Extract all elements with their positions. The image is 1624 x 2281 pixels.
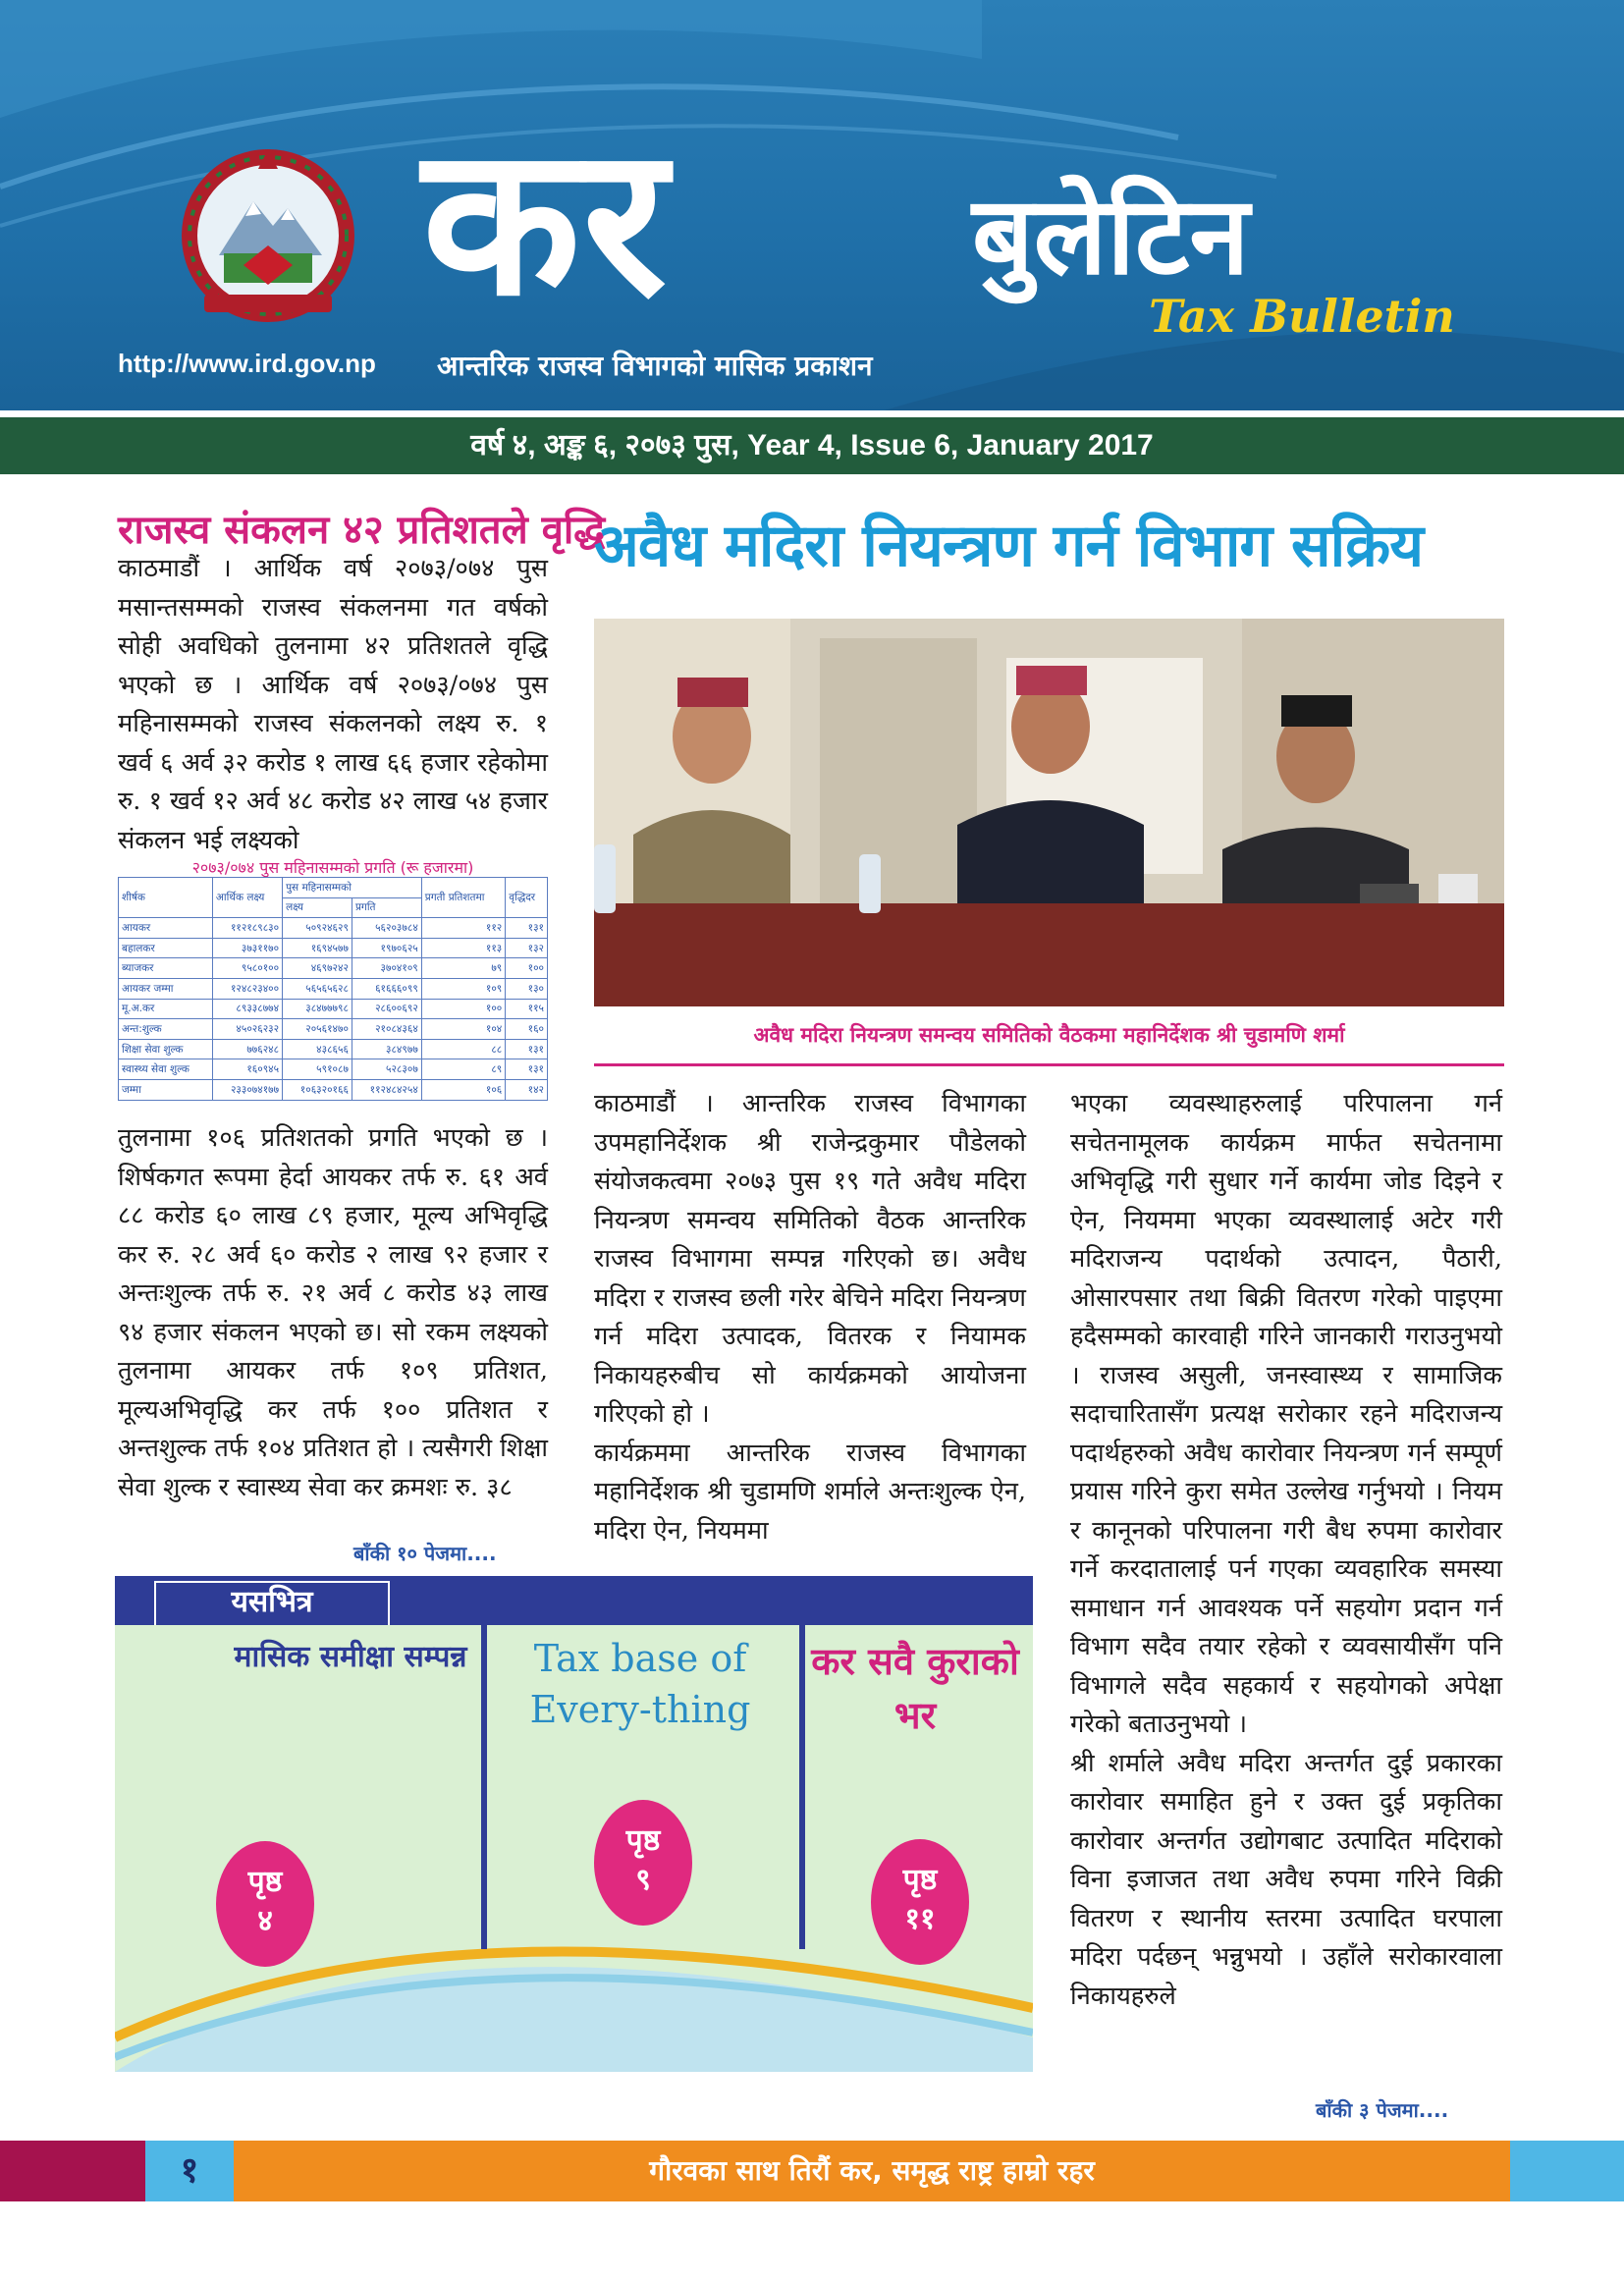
table-header-annual-target: आर्थिक लक्ष्य: [212, 878, 282, 918]
table-cell-value: ११२: [421, 918, 505, 939]
table-cell-value: २८६००६९२: [352, 999, 421, 1019]
table-cell-label: बहालकर: [119, 938, 213, 958]
table-cell-value: ११५: [506, 999, 548, 1019]
table-cell-value: १३१: [506, 1059, 548, 1080]
revenue-table-caption: २०७३/०७४ पुस महिनासम्मको प्रगति (रू हजारमा): [191, 858, 474, 877]
table-cell-value: ११३: [421, 938, 505, 958]
table-cell-value: ७७६२४८: [212, 1039, 282, 1059]
inside-box-title: यसभित्र: [154, 1581, 390, 1625]
table-cell-value: १६०९४५: [212, 1059, 282, 1080]
table-header-growth-rate: वृद्धिदर: [506, 878, 548, 918]
table-cell-value: ३७३११७०: [212, 938, 282, 958]
left-article-title: राजस्व संकलन ४२ प्रतिशतले वृद्धि: [118, 508, 606, 553]
table-header-until-poush: पुस महिनासम्मको: [283, 878, 422, 898]
table-cell-value: १४२: [506, 1079, 548, 1100]
table-cell-label: शिक्षा सेवा शुल्क: [119, 1039, 213, 1059]
page-badge-label: पृष्ठ: [625, 1823, 661, 1858]
footer-motto: गौरवका साथ तिरौं कर, समृद्ध राष्ट्र हाम्रो रहर: [649, 2154, 1095, 2187]
table-cell-value: १६०: [506, 1019, 548, 1040]
table-row: [119, 958, 548, 979]
inside-item-1-page-badge[interactable]: [216, 1841, 314, 1967]
website-url[interactable]: http://www.ird.gov.np: [118, 349, 376, 378]
table-cell-label: जम्मा: [119, 1079, 213, 1100]
nepal-emblem-logo: [175, 147, 361, 334]
publication-tagline: आन्तरिक राजस्व विभागको मासिक प्रकाशन: [437, 350, 873, 382]
table-cell-value: ३८४७७७९८: [283, 999, 352, 1019]
main-article-column-2: भएका व्यवस्थाहरुलाई परिपालना गर्न सचेतनामूलक कार्यक्रम मार्फत सचेतनामा अभिवृद्धि गरी सुधार गर्ने कार्यमा जोड दिइने र ऐन, नियममा भएका व्यवस्थालाई अटेर गरी मदिराजन्य पदार्थको उत्पादन, पैठारी, ओसारपसार तथा बिक्री वितरण गरेको पाइएमा हदैसम्मको कारवाही गरिने जानकारी गराउनुभयो । राजस्व असुली, जनस्वास्थ्य र सामाजिक सदाचारितासँग प्रत्यक्ष सरोकार रहने मदिराजन्य पदार्थहरुको अवैध कारोवार नियन्त्रण गर्न सम्पूर्ण प्रयास गरिने कुरा समेत उल्लेख गर्नुभयो । नियम र कानूनको परिपालना गरी बैध रुपमा कारोवार गर्ने करदातालाई पर्न गएका व्यवहारिक समस्या समाधान गर्न आवश्यक पर्ने सहयोग प्रदान गर्न विभाग सदैव तयार रहेको र व्यवसायीसँग पनि विभागले सदैव सहकार्य र सहयोगको अपेक्षा गरेको बताउनुभयो । श्री शर्माले अवैध मदिरा अन्तर्गत दुई प्रकारका कारोवार समाहित हुने र उक्त दुई प्रकृतिका कारोवार अन्तर्गत उद्योगबाट उत्पादित मदिराको विना इजाजत तथा अवैध रुपमा गरिने विक्री वितरण र स्थानीय स्तरमा उत्पादित घरपाला मदिरा पर्दछन् भन्नुभयो । उहाँले सरोकारवाला निकायहरुले: [1070, 1089, 1502, 2011]
page-badge-number: ९: [635, 1863, 651, 1897]
table-cell-value: ५०९२४६२९: [283, 918, 352, 939]
table-cell-value: १३१: [506, 1039, 548, 1059]
table-row: [119, 918, 548, 939]
inside-item-3-page-badge[interactable]: [871, 1839, 969, 1965]
page-badge-label: पृष्ठ: [247, 1865, 283, 1899]
left-article-continued-link[interactable]: बाँकी १० पेजमा....: [353, 1542, 497, 1565]
table-cell-value: ५२८३०७: [352, 1059, 421, 1080]
left-article-paragraph-2: तुलनामा १०६ प्रतिशतको प्रगति भएको छ । शिर्षकगत रूपमा हेर्दा आयकर तर्फ रु. ६१ अर्व ८८ करोड ६० लाख ८९ हजार, मूल्य अभिवृद्धि कर रु. २८ अर्व ६० करोड २ लाख ९२ हजार र अन्तःशुल्क तर्फ रु. २१ अर्व ८ करोड ४३ लाख ९४ हजार संकलन भएको छ। सो रकम लक्ष्यको तुलनामा आयकर तर्फ १०९ प्रतिशत, मूल्यअभिवृद्धि कर तर्फ १०० प्रतिशत र अन्तशुल्क तर्फ १०४ प्रतिशत हो । त्यसैगरी शिक्षा सेवा शुल्क र स्वास्थ्य सेवा कर क्रमशः रु. ३८: [118, 1123, 548, 1502]
main-article-headline: अवैध मदिरा नियन्त्रण गर्न विभाग सक्रिय: [594, 512, 1424, 580]
table-cell-value: १२४८२३४००: [212, 978, 282, 999]
revenue-table-body: [119, 918, 548, 1100]
table-cell-value: १००: [421, 999, 505, 1019]
table-cell-value: ४५०२६२३२: [212, 1019, 282, 1040]
table-row: [119, 1039, 548, 1059]
table-row: [119, 1019, 548, 1040]
revenue-table: [118, 877, 548, 1101]
main-article-continued-link[interactable]: बाँकी ३ पेजमा....: [1316, 2098, 1449, 2122]
page-badge-number: ४: [257, 1904, 273, 1938]
table-row: [119, 978, 548, 999]
table-cell-value: ११२१८९८३०: [212, 918, 282, 939]
table-cell-value: २०५६१४७०: [283, 1019, 352, 1040]
table-cell-value: ४३८६५६: [283, 1039, 352, 1059]
table-cell-value: ८९: [421, 1059, 505, 1080]
table-header-title: शीर्षक: [119, 878, 213, 918]
table-cell-value: ५६५६५६२८: [283, 978, 352, 999]
inside-this-issue-box: [115, 1576, 1033, 2072]
masthead-title-bulletin: बुलेटिन: [972, 173, 1250, 299]
table-cell-label: अन्त:शुल्क: [119, 1019, 213, 1040]
meeting-photo: [594, 619, 1504, 1006]
table-cell-label: ब्याजकर: [119, 958, 213, 979]
table-cell-value: २३३०७४१७७: [212, 1079, 282, 1100]
table-cell-value: १०६: [421, 1079, 505, 1100]
left-article-paragraph-1: काठमाडौं । आर्थिक वर्ष २०७३/०७४ पुस मसान्तसम्मको राजस्व संकलनमा गत वर्षको सोही अवधिको तुलनामा ४२ प्रतिशतले वृद्धि भएको छ । आर्थिक वर्ष २०७३/०७४ पुस महिनासम्मको राजस्व संकलनको लक्ष्य रु. १ खर्व ६ अर्व ३२ करोड १ लाख ६६ हजार रहेकोमा रु. १ खर्व १२ अर्व ४८ करोड ४२ लाख ५४ हजार संकलन भई लक्ष्यको: [118, 554, 548, 855]
table-cell-value: १३१: [506, 918, 548, 939]
meeting-photo-illustration: [594, 619, 1504, 1006]
table-cell-value: ११२४८४२५४: [352, 1079, 421, 1100]
photo-caption: अवैध मदिरा नियन्त्रण समन्वय समितिको वैठकमा महानिर्देशक श्री चुडामणि शर्मा: [753, 1023, 1345, 1047]
table-cell-value: १९७०६२५: [352, 938, 421, 958]
table-cell-value: ९५८०१००: [212, 958, 282, 979]
table-cell-value: ३८४९७७: [352, 1039, 421, 1059]
table-cell-value: १६९४५७७: [283, 938, 352, 958]
table-cell-value: ५९१०८७: [283, 1059, 352, 1080]
table-cell-value: १०४: [421, 1019, 505, 1040]
inside-item-1-headline[interactable]: मासिक समीक्षा सम्पन्न: [234, 1640, 467, 1674]
main-article-column-1: काठमाडौं । आन्तरिक राजस्व विभागका उपमहानिर्देशक श्री राजेन्द्रकुमार पौडेलको संयोजकत्वमा २०७३ पुस १९ गते अवैध मदिरा नियन्त्रण समन्वय समितिको वैठक आन्तरिक राजस्व विभागमा सम्पन्न गरिएको छ। अवैध मदिरा र राजस्व छली गरेर बेचिने मदिरा नियन्त्रण गर्न मदिरा उत्पादक, वितरक र नियामक निकायहरुबीच सो कार्यक्रमको आयोजना गरिएको हो । कार्यक्रममा आन्तरिक राजस्व विभागका महानिर्देशक श्री चुडामणि शर्माले अन्तःशुल्क ऐन, मदिरा ऐन, नियममा: [594, 1089, 1026, 1546]
footer-right-block: [1510, 2141, 1624, 2201]
table-subheader-target: लक्ष्य: [283, 897, 352, 918]
table-cell-value: ६१६६६०९९: [352, 978, 421, 999]
table-cell-label: आयकर जम्मा: [119, 978, 213, 999]
table-cell-value: ४६९७२४२: [283, 958, 352, 979]
footer-left-block: [0, 2141, 145, 2201]
masthead-title-kar: कर: [422, 99, 670, 342]
table-cell-value: ५६२०३७८४: [352, 918, 421, 939]
page-badge-number: ११: [904, 1902, 936, 1936]
table-cell-value: १३२: [506, 938, 548, 958]
table-cell-value: १०६३२०१६६: [283, 1079, 352, 1100]
table-cell-value: १३०: [506, 978, 548, 999]
table-cell-value: १०९: [421, 978, 505, 999]
table-cell-value: १००: [506, 958, 548, 979]
page-footer: [0, 2141, 1624, 2201]
inside-item-2-page-badge[interactable]: [594, 1800, 692, 1926]
table-cell-label: आयकर: [119, 918, 213, 939]
table-row: [119, 999, 548, 1019]
table-cell-value: ८९३३८७७४: [212, 999, 282, 1019]
table-subheader-progress: प्रगति: [352, 897, 421, 918]
table-row: [119, 1079, 548, 1100]
table-header-progress-percent: प्रगती प्रतिशतमा: [421, 878, 505, 918]
issue-info-bar: [0, 417, 1624, 474]
caption-divider: [594, 1063, 1504, 1066]
table-cell-value: ८८: [421, 1039, 505, 1059]
table-cell-value: २१०८४३६४: [352, 1019, 421, 1040]
table-cell-label: स्वास्थ्य सेवा शुल्क: [119, 1059, 213, 1080]
masthead: [0, 0, 1624, 410]
inside-item-3-headline[interactable]: कर सवै कुराको भर: [811, 1640, 1019, 1737]
table-cell-label: मू.अ.कर: [119, 999, 213, 1019]
masthead-title-english: Tax Bulletin: [1149, 290, 1455, 343]
page-badge-label: पृष्ठ: [902, 1863, 938, 1897]
inside-item-2-headline[interactable]: Tax base of Every-thing: [529, 1637, 751, 1731]
issue-line: वर्ष ४, अङ्क ६, २०७३ पुस, Year 4, Issue 6, January 2017: [470, 429, 1154, 462]
table-row: [119, 938, 548, 958]
table-cell-value: ३७०४१०९: [352, 958, 421, 979]
table-row: [119, 1059, 548, 1080]
footer-page-number: १: [145, 2141, 234, 2201]
table-cell-value: ७९: [421, 958, 505, 979]
footer-motto-band: [234, 2141, 1510, 2201]
